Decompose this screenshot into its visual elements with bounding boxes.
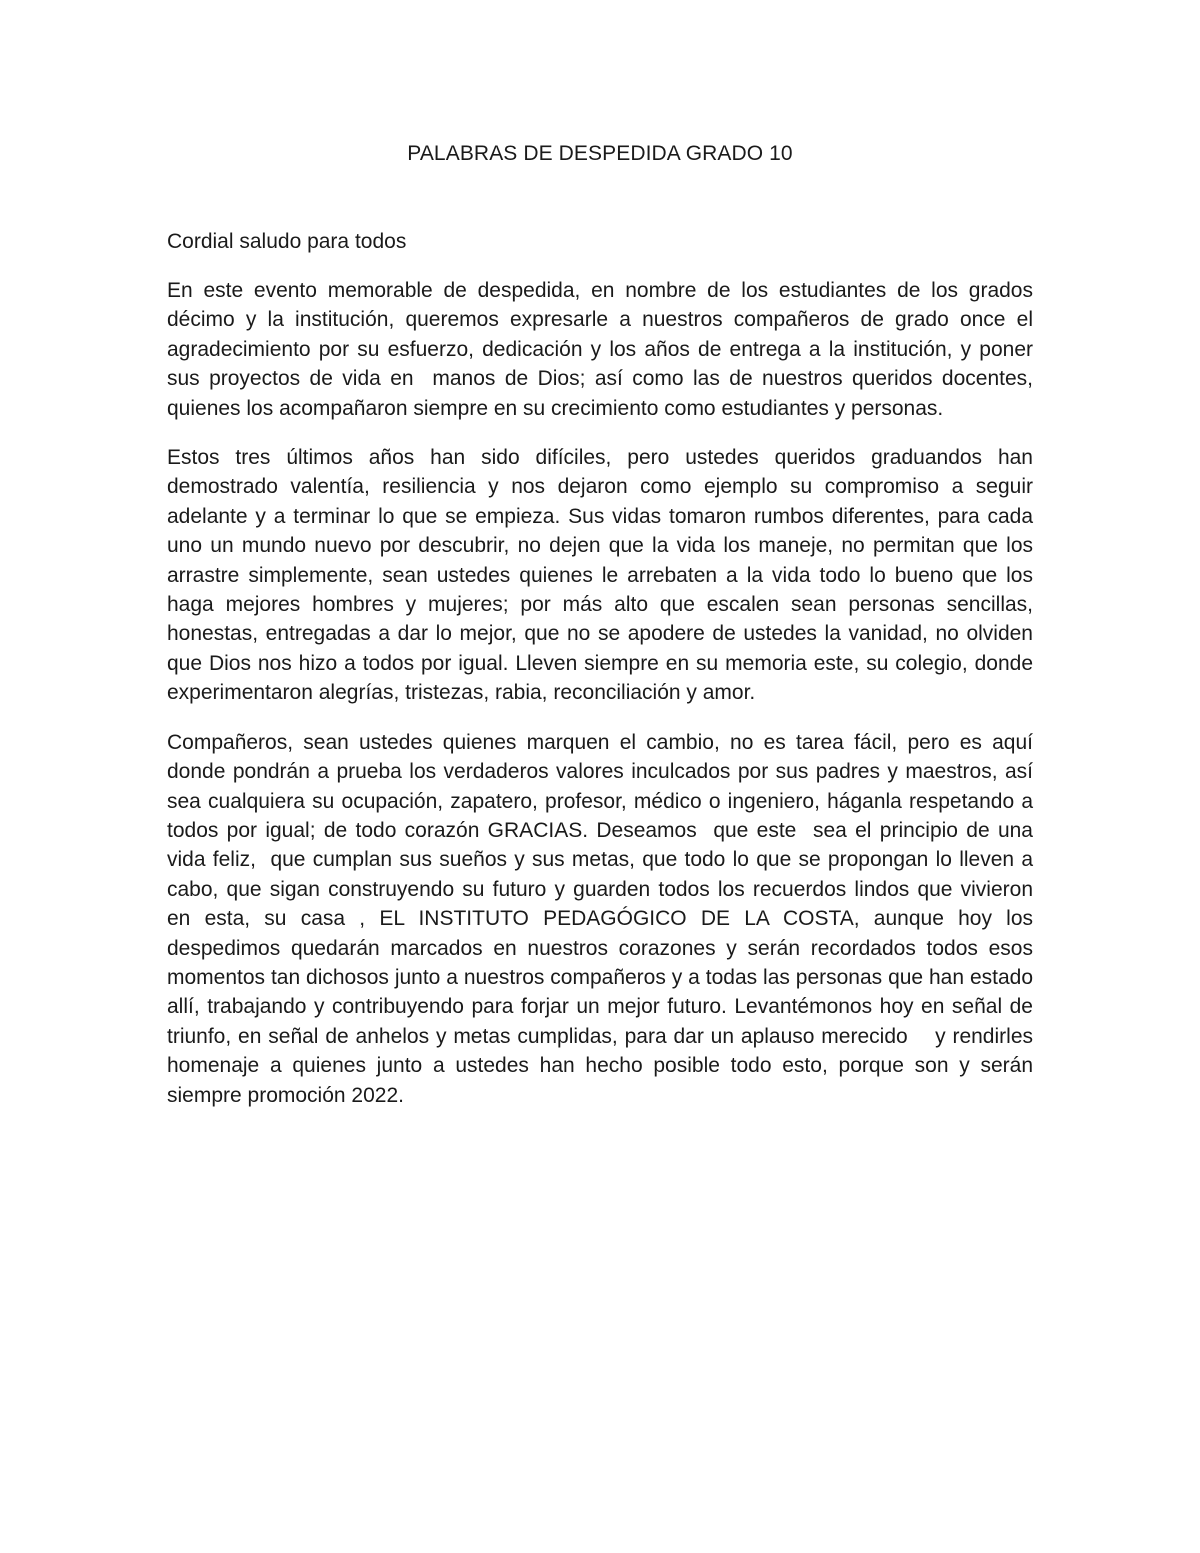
document-body — [167, 227, 1045, 1130]
document-title: PALABRAS DE DESPEDIDA GRADO 10 — [407, 142, 793, 165]
paragraph-1: En este evento memorable de despedida, en nombre de los estudiantes de los grados décimo y la institución, queremos expresarle a nuestros compañeros de grado once el agradecimiento por su esfuerzo, dedicación y los años de entrega a la institución, y poner sus proyectos de vida en manos de Dios; así como las de nuestros queridos docentes, quienes los acompañaron siempre en su crecimiento como estudiantes y personas. — [167, 279, 1039, 420]
paragraph-2: Estos tres últimos años han sido difíciles, pero ustedes queridos graduandos han demostrado valentía, resiliencia y nos dejaron como ejemplo su compromiso a seguir adelante y a terminar lo que se empieza. Sus vidas tomaron rumbos diferentes, para cada uno un mundo nuevo por descubrir, no dejen que la vida los maneje, no permitan que los arrastre simplemente, sean ustedes quienes le arrebaten a la vida todo lo bueno que los haga mejores hombres y mujeres; por más alto que escalen sean personas sencillas, honestas, entregadas a dar lo mejor, que no se apodere de ustedes la vanidad, no olviden que Dios nos hizo a todos por igual. Lleven siempre en su memoria este, su colegio, donde experimentaron alegrías, tristezas, rabia, reconciliación y amor. — [167, 446, 1039, 705]
paragraph-3: Compañeros, sean ustedes quienes marquen el cambio, no es tarea fácil, pero es aquí donde pondrán a prueba los verdaderos valores inculcados por sus padres y maestros, así sea cualquiera su ocupación, zapatero, profesor, médico o ingeniero, háganla respetando a todos por igual; de todo corazón GRACIAS. Deseamos que este sea el principio de una vida feliz, que cumplan sus sueños y sus metas, que todo lo que se propongan lo lleven a cabo, que sigan construyendo su futuro y guarden todos los recuerdos lindos que vivieron en esta, su casa , EL INSTITUTO PEDAGÓGICO DE LA COSTA, aunque hoy los despedimos quedarán marcados en nuestros corazones y serán recordados todos esos momentos tan dichosos junto a nuestros compañeros y a todas las personas que han estado allí, trabajando y contribuyendo para forjar un mejor futuro. Levantémonos hoy en señal de triunfo, en señal de anhelos y metas cumplidas, para dar un aplauso merecido y rendirles homenaje a quienes junto a ustedes han hecho posible todo esto, porque son y serán siempre promoción 2022. — [167, 730, 1045, 1107]
greeting-line: Cordial saludo para todos — [167, 230, 407, 253]
